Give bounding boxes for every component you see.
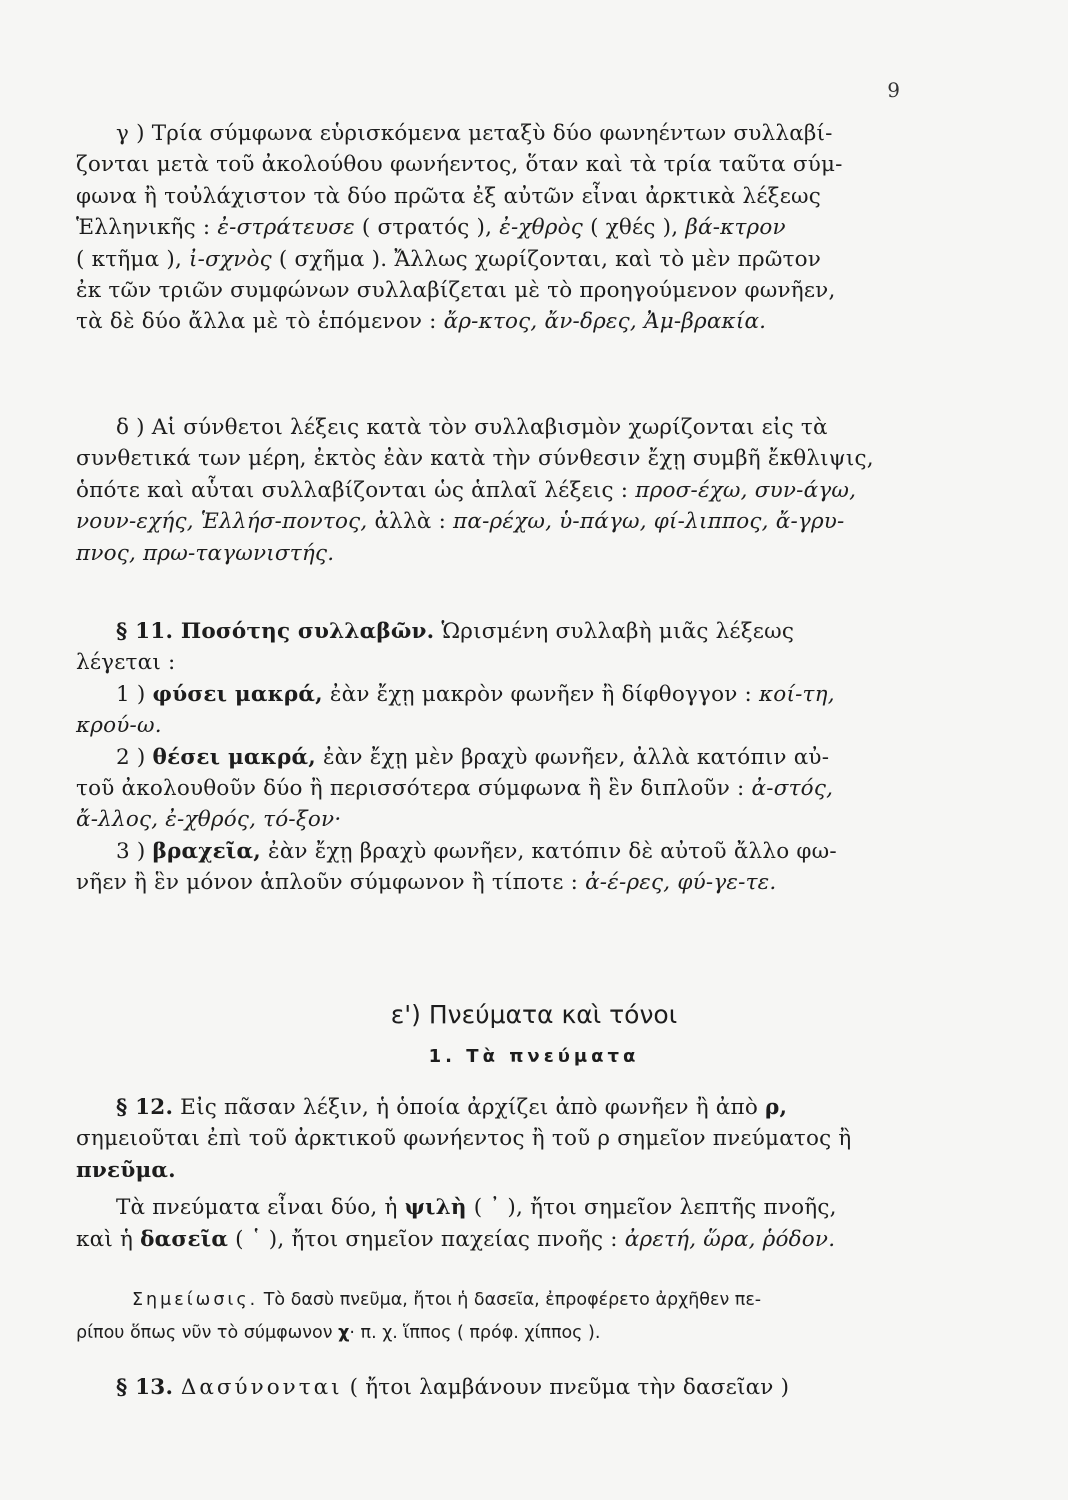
text-run: ( κτῆμα ), bbox=[76, 246, 190, 272]
example-word: νουν-εχής, Ἑλλήσ-ποντος, bbox=[76, 509, 368, 535]
text-line: γ ) Τρία σύμφωνα εὑρισκόμενα μεταξὺ δύο φωνηέντων συλλαβί- bbox=[116, 121, 833, 146]
text-line bbox=[76, 867, 936, 898]
note-label: Σημείωσις. bbox=[132, 1290, 259, 1310]
example-word: ἐ-στράτευσε bbox=[217, 215, 355, 241]
text-run: ἀλλὰ : bbox=[367, 509, 454, 535]
bold-letter: ρ, bbox=[765, 1095, 788, 1120]
text-line bbox=[76, 1224, 936, 1255]
list-item bbox=[76, 836, 936, 867]
text-line bbox=[76, 244, 936, 275]
text-run: ( σχῆμα ). Ἄλλως χωρίζονται, καὶ τὸ μὲν πρῶτον bbox=[271, 246, 822, 272]
text-run: ( ἤτοι λαμβάνουν πνεῦμα τὴν δασεῖαν ) bbox=[342, 1375, 790, 1400]
example-word: ἄρ-κτος, ἄν-δρες, Ἀμ-βρακία. bbox=[443, 309, 767, 335]
example-word: βά-κτρον bbox=[685, 215, 786, 241]
text-line bbox=[76, 475, 936, 506]
text-run: Εἰς πᾶσαν λέξιν, ἡ ὁποία ἀρχίζει ἀπὸ φωνῆεν ἢ ἀπὸ bbox=[173, 1095, 766, 1120]
text-line: ἄ-λλος, ἐ-χθρός, τό-ξον· bbox=[76, 807, 342, 833]
term: ψιλὴ bbox=[404, 1195, 467, 1221]
text-run: ( στρατός ), bbox=[354, 215, 500, 241]
note bbox=[76, 1284, 936, 1350]
example-word: πα-ρέχω, ὑ-πάγω, φί-λιππος, ἄ-γρυ- bbox=[453, 509, 845, 535]
text-line: φωνα ἢ τοὐλάχιστον τὰ δύο πρῶτα ἐξ αὐτῶν εἶναι ἀρκτικὰ λέξεως bbox=[76, 183, 822, 209]
text-run: ( χθές ), bbox=[583, 215, 686, 241]
section-heading: ε') Πνεύματα καὶ τόνοι bbox=[390, 1000, 678, 1029]
text-line: λέγεται : bbox=[76, 650, 176, 676]
item-number: 1 ) bbox=[116, 681, 153, 707]
text-run: · π. χ. ἵππος ( πρόφ. χίππος ). bbox=[349, 1323, 601, 1343]
text-line: πνος, πρω-ταγωνιστής. bbox=[76, 540, 335, 566]
bold-letter: χ bbox=[338, 1323, 350, 1343]
text-line bbox=[76, 1092, 936, 1123]
text-run: ὁπότε καὶ αὗται συλλαβίζονται ὡς ἁπλαῖ λέξεις : bbox=[76, 477, 636, 503]
text-run: τὰ δὲ δύο ἄλλα μὲ τὸ ἑπόμενον : bbox=[76, 309, 444, 335]
text-run: νῆεν ἢ ἓν μόνον ἁπλοῦν σύμφωνον ἢ τίποτε : bbox=[76, 870, 586, 896]
text-run: Ἑλληνικῆς : bbox=[76, 215, 218, 241]
example-word: ἀ-στός, bbox=[751, 775, 834, 801]
paragraph-delta bbox=[76, 412, 936, 569]
text-line bbox=[76, 212, 936, 243]
text-run: Ὡρισμένη συλλαβὴ μιᾶς λέξεως bbox=[434, 619, 795, 644]
term: πνεῦμα. bbox=[76, 1157, 176, 1183]
section-subheading: 1. Τὰ πνεύματα bbox=[428, 1046, 640, 1067]
section-13 bbox=[76, 1372, 936, 1403]
term: δασεῖα bbox=[140, 1226, 229, 1252]
section-title: § 11. Ποσότης συλλαβῶν. bbox=[116, 619, 435, 644]
text-line bbox=[76, 1372, 936, 1403]
text-run: ἐὰν ἔχῃ βραχὺ φωνῆεν, κατόπιν δὲ αὐτοῦ ἄλλο φω- bbox=[260, 838, 837, 864]
text-line: ἐκ τῶν τριῶν συμφώνων συλλαβίζεται μὲ τὸ προηγούμενον φωνῆεν, bbox=[76, 277, 836, 303]
section-title: § 12. bbox=[116, 1095, 174, 1120]
page-number: 9 bbox=[887, 78, 900, 102]
text-line bbox=[76, 306, 936, 337]
text-run: ( ῾ ), ἤτοι σημεῖον παχείας πνοῆς : bbox=[228, 1226, 625, 1252]
text-line: ζονται μετὰ τοῦ ἀκολούθου φωνήεντος, ὅταν καὶ τὰ τρία ταῦτα σύμ- bbox=[76, 152, 843, 178]
section-11 bbox=[76, 616, 936, 899]
text-line bbox=[76, 1192, 936, 1223]
list-item bbox=[76, 742, 936, 773]
item-number: 3 ) bbox=[116, 838, 153, 864]
example-word: ἀ-έ-ρες, φύ-γε-τε. bbox=[585, 870, 777, 896]
text-run: ( ᾿ ), ἤτοι σημεῖον λεπτῆς πνοῆς, bbox=[466, 1195, 837, 1221]
text-run: ἐὰν ἔχῃ μὲν βραχὺ φωνῆεν, ἀλλὰ κατόπιν αὐ- bbox=[315, 744, 830, 770]
text-line bbox=[76, 1284, 936, 1317]
text-line: συνθετικά των μέρη, ἐκτὸς ἐὰν κατὰ τὴν σύνθεσιν ἔχῃ συμβῆ ἔκθλιψις, bbox=[76, 446, 874, 472]
text-run: τοῦ ἀκολουθοῦν δύο ἢ περισσότερα σύμφωνα ἢ ἓν διπλοῦν : bbox=[76, 775, 752, 801]
section-12 bbox=[76, 1092, 936, 1255]
text-line bbox=[76, 1317, 936, 1350]
item-number: 2 ) bbox=[116, 744, 153, 770]
example-word: ἰ-σχνὸς bbox=[189, 246, 272, 272]
list-item bbox=[76, 679, 936, 710]
example-word: προσ-έχω, συν-άγω, bbox=[635, 477, 857, 503]
text-run: Τὰ πνεύματα εἶναι δύο, ἡ bbox=[116, 1195, 405, 1221]
example-word: ἀρετή, ὥρα, ῥόδον. bbox=[624, 1226, 836, 1252]
section-title: § 13. bbox=[116, 1375, 181, 1400]
text-line: δ ) Αἱ σύνθετοι λέξεις κατὰ τὸν συλλαβισμὸν χωρίζονται εἰς τὰ bbox=[116, 415, 828, 440]
spaced-word: Δασύνονται bbox=[180, 1375, 343, 1400]
text-run: ἐὰν ἔχῃ μακρὸν φωνῆεν ἢ δίφθογγον : bbox=[322, 681, 759, 707]
example-word: ἐ-χθρὸς bbox=[499, 215, 584, 241]
text-line bbox=[76, 773, 936, 804]
text-run: καὶ ἡ bbox=[76, 1226, 141, 1252]
paragraph-gamma bbox=[76, 118, 936, 338]
text-run: ρίπου ὅπως νῦν τὸ σύμφωνον bbox=[76, 1323, 339, 1343]
text-run: Τὸ δασὺ πνεῦμα, ἤτοι ἡ δασεῖα, ἐπροφέρετο ἀρχῆθεν πε- bbox=[258, 1290, 762, 1310]
text-line bbox=[76, 616, 936, 647]
text-line: κρού-ω. bbox=[76, 713, 162, 739]
text-line: σημειοῦται ἐπὶ τοῦ ἀρκτικοῦ φωνήεντος ἢ τοῦ ρ σημεῖον πνεύματος ἢ bbox=[76, 1126, 852, 1152]
text-line bbox=[76, 506, 936, 537]
example-word: κοί-τη, bbox=[759, 681, 835, 707]
term: θέσει μακρά, bbox=[152, 744, 316, 770]
term: βραχεῖα, bbox=[152, 838, 261, 864]
term: φύσει μακρά, bbox=[152, 681, 323, 707]
